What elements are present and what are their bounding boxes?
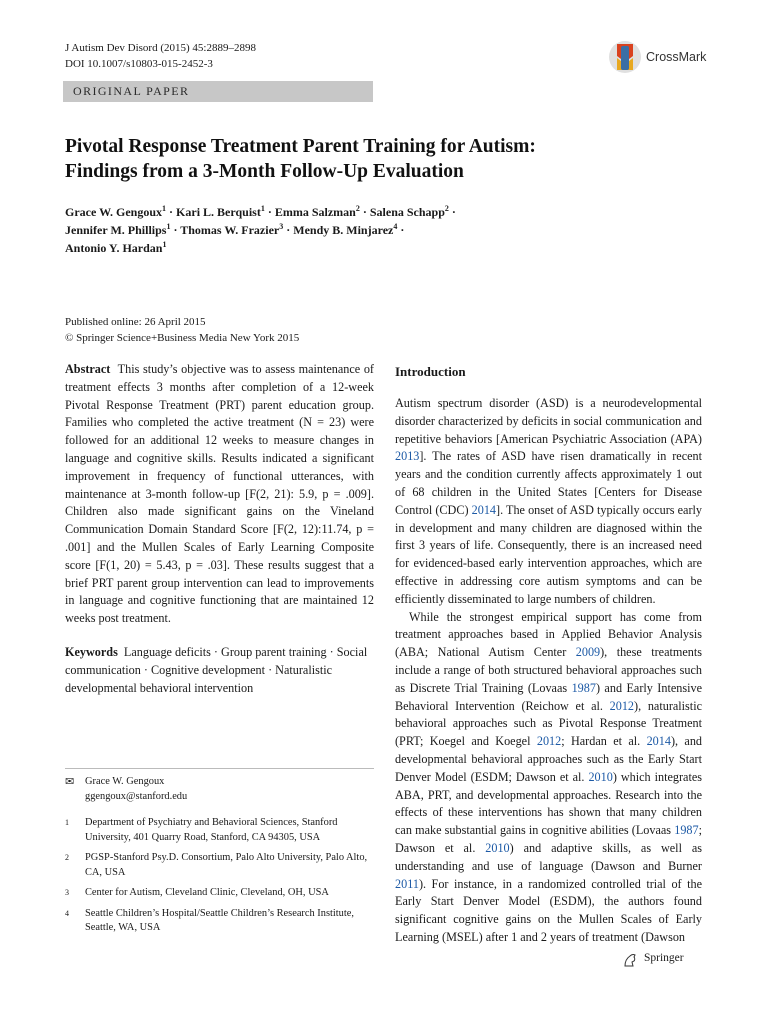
- paragraph-text: ), naturalistic behavioral approaches such as Pivotal Response Treatment (PRT; Koegel and Koegel: [395, 698, 702, 749]
- paragraph-text: ) and adaptive skills, as well as understanding and use of language (Dawson and Burner: [395, 840, 702, 873]
- citation-link[interactable]: 2011: [395, 876, 419, 891]
- envelope-icon: ✉: [65, 776, 75, 788]
- citation-link[interactable]: 2009: [575, 645, 601, 660]
- title-line-1: Pivotal Response Treatment Parent Training for Autism:: [65, 136, 536, 157]
- paragraph-text: ; Dawson et al.: [395, 823, 702, 855]
- introduction-paragraph-2: [395, 609, 702, 947]
- introduction-paragraph-1: [395, 395, 702, 609]
- citation-link[interactable]: 2012: [536, 734, 562, 749]
- abstract: [65, 361, 374, 628]
- footnotes: [65, 775, 374, 942]
- citation-link[interactable]: 2010: [485, 840, 510, 855]
- author-list: Grace W. Gengoux$^1$ · Kari L. Berquist$^1$ · Emma Salzman$^2$ · Salena Schapp$^2$ · Jennifer M. Phillips$^1$ · Thomas W. Frazier$^3$ · Mendy B. Minjarez$^4$ · Antonio Y. Hardan$^1$: [65, 204, 456, 255]
- paragraph-text: ), these treatments include a range of both structured behavioral approaches such as Discrete Trial Training (Lovaas: [395, 645, 702, 695]
- publication-info: [65, 314, 299, 346]
- author[interactable]: Mendy B. Minjarez$^4$: [293, 222, 398, 237]
- author[interactable]: Thomas W. Frazier$^3$: [180, 222, 284, 237]
- paragraph-text: Autism spectrum disorder (ASD) is a neurodevelopmental disorder characterized by deficits in social communication and repetitive behaviors [American Psychiatric Association (APA): [395, 396, 702, 446]
- paragraph-text: ]. The rates of ASD have risen dramatically in recent years and the condition currently affects approximately 1 out of 68 children in the United States [Centers for Disease Control (CDC): [395, 449, 702, 517]
- citation-link[interactable]: 2012: [609, 698, 635, 713]
- section-banner: ORIGINAL PAPER: [63, 81, 373, 102]
- keywords: [65, 644, 374, 697]
- author[interactable]: Jennifer M. Phillips$^1$: [65, 222, 171, 237]
- springer-horse-icon: [622, 952, 638, 968]
- citation-link[interactable]: 2014: [471, 502, 497, 517]
- title-line-2: Findings from a 3-Month Follow-Up Evaluation: [65, 161, 464, 182]
- author[interactable]: Salena Schapp$^2$: [369, 204, 449, 219]
- keywords-label: Keywords: [65, 645, 118, 659]
- paragraph-text: ; Hardan et al.: [561, 734, 647, 749]
- affiliation: 2 PGSP-Stanford Psy.D. Consortium, Palo Alto University, Palo Alto, CA, USA: [65, 852, 368, 878]
- citation-link[interactable]: 2014: [646, 734, 671, 749]
- affiliation: 1 Department of Psychiatry and Behavioral Sciences, Stanford University, 401 Quarry Road, Stanford, CA 94305, USA: [65, 817, 338, 843]
- paragraph-text: ), and developmental behavioral approaches such as the Early Start Denver Model (ESDM; Dawson et al.: [395, 734, 703, 784]
- abstract-text: This study’s objective was to assess maintenance of treatment effects 3 months after completion of a 12-week Pivotal Response Treatment (PRT) parent education group. Families who completed the active treatment (N = 23) were followed for an additional 12 weeks to measure changes in language and cognitive skills. Results indicated a significant improvement in frequency of functional utterances, with maintenance at 3-month follow-up [F(2, 21): 5.9, p = .009]. Children also made significant gains on the Vineland Communication Domain Standard Score [F(2, 12):11.74, p = .001] and the Mullen Scales of Early Learning Composite score [F(1, 20) = 5.43, p = .03]. These results suggest that a brief PRT parent group intervention can lead to improvements in language and cognitive functioning that are maintained 12 weeks post treatment.: [65, 362, 374, 626]
- journal-meta: [65, 40, 256, 72]
- author[interactable]: Antonio Y. Hardan$^1$: [65, 240, 167, 255]
- paragraph-text: ) which integrates ABA, PRT, and developmental approaches. Research into the effects of these interventions has shown that many children can make substantial gains in cognitive abilities (Lovaas: [395, 769, 703, 838]
- crossmark-label: CrossMark: [646, 50, 707, 64]
- footnote-divider: [65, 768, 374, 769]
- abstract-label: Abstract: [65, 362, 111, 376]
- paragraph-text: ) and Early Intensive Behavioral Intervention (Reichow et al.: [395, 680, 702, 713]
- correspondence: [65, 775, 374, 804]
- author[interactable]: Grace W. Gengoux$^1$: [65, 204, 167, 219]
- journal-citation: J Autism Dev Disord (2015) 45:2889–2898: [65, 42, 256, 54]
- affiliation: 4 Seattle Children’s Hospital/Seattle Children’s Research Institute, Seattle, WA, USA: [65, 907, 354, 933]
- correspondence-name: Grace W. Gengoux: [85, 776, 165, 787]
- correspondence-email[interactable]: ggengoux@stanford.edu: [85, 790, 188, 802]
- citation-link[interactable]: 1987: [571, 680, 596, 695]
- introduction-body: [395, 395, 702, 947]
- doi-text[interactable]: DOI 10.1007/s10803-015-2452-3: [65, 58, 213, 70]
- citation-link[interactable]: 1987: [674, 823, 699, 838]
- paragraph-text: While the strongest empirical support has come from treatment approaches based in Applied Behavior Analysis (ABA; National Autism Center: [395, 609, 702, 660]
- author[interactable]: Kari L. Berquist$^1$: [176, 204, 265, 219]
- introduction-heading: Introduction: [395, 364, 466, 379]
- citation-link[interactable]: 2010: [588, 769, 613, 784]
- citation-link[interactable]: 2013: [395, 449, 420, 464]
- crossmark-badge[interactable]: [608, 38, 708, 78]
- keywords-text: Language deficits · Group parent training · Social communication · Cognitive development · Naturalistic developmental behavioral intervention: [65, 645, 368, 695]
- copyright: © Springer Science+Business Media New York 2015: [65, 332, 300, 344]
- author[interactable]: Emma Salzman$^2$: [274, 204, 360, 219]
- paragraph-text: ]. The onset of ASD typically occurs early in development and many children are diagnosed within the first 3 years of life. Consequently, there is an increased need for evidenced-based early intervention approaches, which are effective in addressing core autism symptoms and can be efficiently disseminated to large numbers of children.: [395, 502, 702, 606]
- crossmark-icon: [608, 38, 642, 76]
- paragraph-text: ). For instance, in a randomized controlled trial of the Early Start Denver Model (ESDM), the authors found significant cognitive gains on the Mullen Scales of Early Learning (MSEL) after 1 and 2 years of treatment (Dawson: [395, 876, 702, 944]
- springer-label: Springer: [644, 952, 684, 964]
- published-date: Published online: 26 April 2015: [65, 316, 206, 328]
- affiliation: 3 Center for Autism, Cleveland Clinic, Cleveland, OH, USA: [65, 887, 329, 898]
- article-title: [65, 134, 705, 184]
